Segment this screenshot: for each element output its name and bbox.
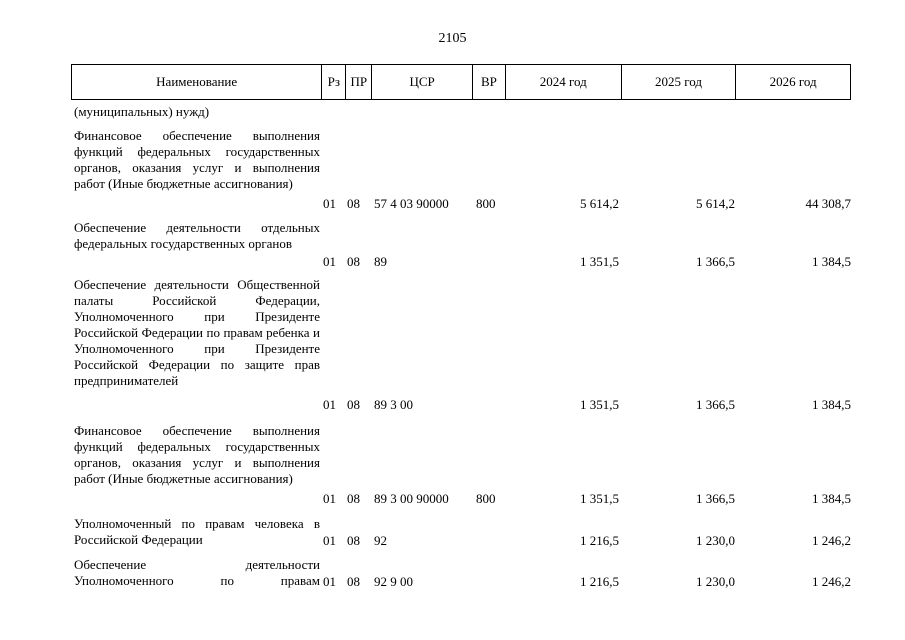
row-2025: 1 230,0	[696, 533, 735, 548]
row-csr: 92 9 00	[374, 574, 413, 589]
row-pr: 08	[347, 533, 360, 548]
row-vr: 800	[476, 491, 496, 506]
page-number: 2105	[438, 31, 467, 46]
row-csr: 89	[374, 254, 387, 269]
row-name: Обеспечение деятельности Общественной палаты Российской Федерации, Уполномоченного при Президенте Российской Федерации по правам ребенка и Уполномоченного при Президенте Российской Федерации по защите прав предпринимателей	[74, 277, 320, 388]
row-2026: 44 308,7	[805, 196, 851, 211]
row-2026: 1 384,5	[812, 254, 851, 269]
row-pr: 08	[347, 574, 360, 589]
table-row	[71, 277, 851, 413]
row-name: (муниципальных) нужд)	[74, 104, 210, 119]
table-row	[71, 128, 851, 212]
row-2024: 1 216,5	[580, 533, 619, 548]
row-2026: 1 246,2	[812, 533, 851, 548]
row-rz: 01	[323, 533, 336, 548]
row-rz: 01	[323, 397, 336, 412]
row-name: Обеспечение деятельности Уполномоченного по правам	[74, 557, 320, 588]
row-pr: 08	[347, 491, 360, 506]
header-rz: Рз	[322, 65, 346, 99]
row-2024: 5 614,2	[580, 196, 619, 211]
row-2026: 1 384,5	[812, 491, 851, 506]
row-2025: 1 366,5	[696, 254, 735, 269]
table-row	[71, 423, 851, 507]
row-csr: 92	[374, 533, 387, 548]
row-2025: 1 366,5	[696, 397, 735, 412]
header-pr: ПР	[346, 65, 372, 99]
table-header	[71, 64, 851, 100]
row-csr: 89 3 00 90000	[374, 491, 449, 506]
row-2026: 1 246,2	[812, 574, 851, 589]
row-name: Обеспечение деятельности отдельных федеральных государственных органов	[74, 220, 320, 251]
table-row	[71, 516, 851, 548]
row-csr: 89 3 00	[374, 397, 413, 412]
row-csr: 57 4 03 90000	[374, 196, 449, 211]
row-2024: 1 351,5	[580, 397, 619, 412]
header-2025: 2025 год	[622, 65, 737, 99]
row-name: Финансовое обеспечение выполнения функций федеральных государственных органов, оказания услуг и выполнения работ (Иные бюджетные ассигнования)	[74, 423, 320, 486]
row-2026: 1 384,5	[812, 397, 851, 412]
row-rz: 01	[323, 574, 336, 589]
row-vr: 800	[476, 196, 496, 211]
header-name: Наименование	[72, 65, 322, 99]
header-csr: ЦСР	[372, 65, 473, 99]
row-2025: 5 614,2	[696, 196, 735, 211]
row-pr: 08	[347, 196, 360, 211]
row-rz: 01	[323, 491, 336, 506]
row-2024: 1 216,5	[580, 574, 619, 589]
row-2024: 1 351,5	[580, 491, 619, 506]
row-rz: 01	[323, 196, 336, 211]
row-name: Финансовое обеспечение выполнения функций федеральных государственных органов, оказания услуг и выполнения работ (Иные бюджетные ассигнования)	[74, 128, 320, 191]
row-name: Уполномоченный по правам человека в Российской Федерации	[74, 516, 320, 547]
row-2024: 1 351,5	[580, 254, 619, 269]
header-2024: 2024 год	[506, 65, 622, 99]
row-pr: 08	[347, 254, 360, 269]
table-row	[71, 557, 851, 589]
header-2026: 2026 год	[769, 74, 817, 89]
header-vr: ВР	[473, 65, 506, 99]
row-2025: 1 230,0	[696, 574, 735, 589]
table-row	[71, 104, 851, 120]
row-pr: 08	[347, 397, 360, 412]
table-row	[71, 220, 851, 268]
row-2025: 1 366,5	[696, 491, 735, 506]
row-rz: 01	[323, 254, 336, 269]
